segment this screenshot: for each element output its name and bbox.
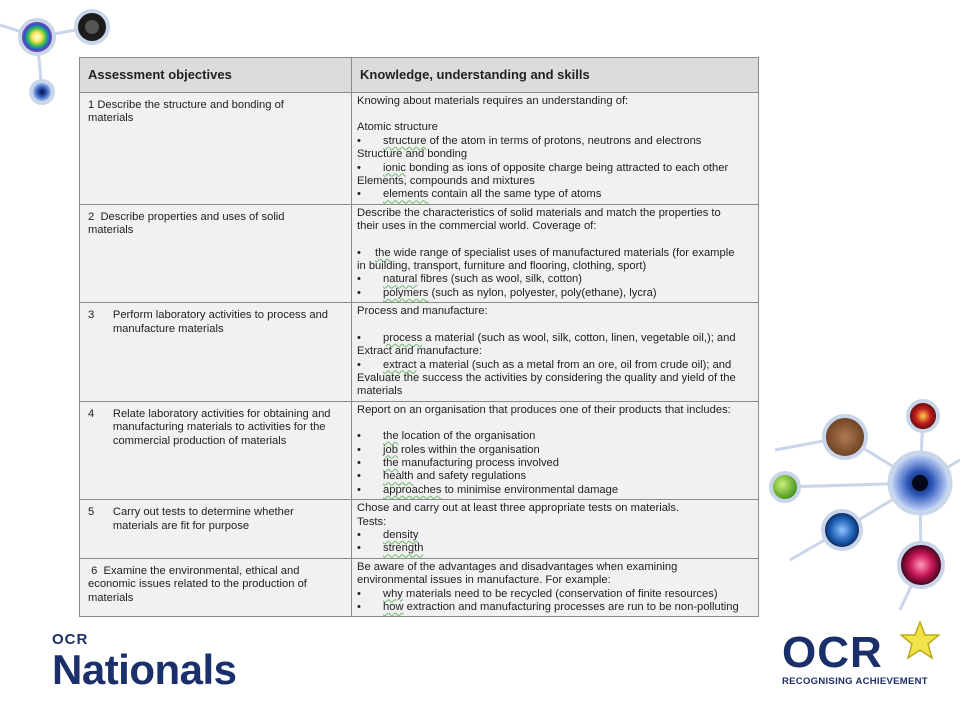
objective-cell [80, 93, 352, 205]
underlined-term: the [383, 456, 399, 469]
table-body [80, 93, 759, 617]
ocr-logo [782, 630, 928, 687]
table-row [80, 303, 759, 401]
bullet-text: manufacturing process involved [398, 456, 560, 469]
bullet-icon: • [357, 601, 361, 613]
bullet-icon: • [357, 470, 361, 483]
skills-text: materials [357, 385, 403, 398]
header-knowledge-skills: Knowledge, understanding and skills [352, 58, 759, 93]
objective-text: 3 Perform laboratory activities to process and [88, 309, 329, 322]
bullet-item [357, 444, 753, 457]
underlined-term: polymers [383, 286, 429, 299]
bullet-text: a material (such as a metal from an ore, oil from crude oil); and [416, 358, 732, 371]
underlined-term: elements [383, 188, 429, 201]
bullet-icon: • [357, 483, 361, 496]
skills-text: Evaluate the success the activities by considering the quality and yield of the [357, 371, 736, 384]
objective-text: 1 Describe the structure and bonding of [88, 99, 284, 111]
bullet-icon: • [357, 273, 361, 286]
skills-text: in building, transport, furniture and flooring, clothing, sport) [357, 260, 647, 273]
bullet-icon: • [357, 188, 361, 201]
header-assessment-objectives: Assessment objectives [80, 58, 352, 93]
bullet-item [357, 273, 753, 286]
bullet-icon: • [357, 430, 361, 443]
bullet-item [357, 529, 753, 542]
skills-cell [352, 401, 759, 499]
underlined-term: job [383, 443, 398, 456]
objective-cell [80, 558, 352, 617]
table-row [80, 558, 759, 617]
bullet-text: wide range of specialist uses of manufactured materials (for example [390, 246, 735, 259]
underlined-term: health [383, 470, 414, 483]
star-icon [900, 620, 940, 660]
objective-text: 4 Relate laboratory activities for obtaining and [88, 407, 331, 420]
table-row [80, 93, 759, 205]
assessment-table [79, 57, 759, 617]
skills-text: their uses in the commercial world. Coverage of: [357, 220, 597, 233]
nationals-logo-text: Nationals [52, 646, 237, 693]
spacer [357, 319, 753, 332]
bullet-item [357, 430, 753, 443]
bullet-icon: • [357, 161, 361, 174]
table-row [80, 500, 759, 559]
table-row [80, 204, 759, 302]
objective-text: 2 Describe properties and uses of solid [88, 210, 285, 223]
underlined-term: natural [383, 273, 418, 286]
underlined-term: how [383, 601, 404, 613]
skills-text: Describe the characteristics of solid materials and match the properties to [357, 206, 721, 219]
bullet-icon: • [357, 246, 361, 259]
objective-text: 5 Carry out tests to determine whether [88, 506, 294, 519]
skills-text: Atomic structure [357, 121, 438, 134]
underlined-term: process [383, 331, 423, 344]
skills-text: Structure and bonding [357, 148, 468, 161]
bullet-item [357, 188, 753, 201]
underlined-term: density [383, 528, 419, 541]
skills-text: Process and manufacture: [357, 305, 488, 318]
objective-text: 6 Examine the environmental, ethical and [88, 564, 300, 577]
bullet-item [357, 359, 753, 372]
bullet-item [357, 601, 753, 614]
objective-text: economic issues related to the production of [88, 578, 307, 591]
objective-text: commercial production of materials [88, 434, 287, 447]
ocr-nationals-logo [52, 632, 237, 692]
skills-text: Knowing about materials requires an understanding of: [357, 95, 629, 107]
objective-cell [80, 204, 352, 302]
skills-cell [352, 93, 759, 205]
objective-cell [80, 401, 352, 499]
bullet-text: location of the organisation [398, 430, 536, 443]
bullet-text: of the atom in terms of protons, neutrons and electrons [426, 134, 702, 147]
bullet-text: materials need to be recycled (conservation of finite resources) [402, 587, 718, 600]
bullet-icon: • [357, 286, 361, 299]
bullet-text: (such as nylon, polyester, poly(ethane), lycra) [428, 286, 657, 299]
skills-cell [352, 204, 759, 302]
bullet-icon: • [357, 587, 361, 600]
bullet-text: extraction and manufacturing processes are run to be non-polluting [403, 601, 739, 613]
nationals-logo-ocr-text: OCR [52, 631, 89, 648]
bullet-item [357, 542, 753, 555]
bullet-item [357, 470, 753, 483]
bullet-item [357, 135, 753, 148]
bullet-text: fibres (such as wool, silk, cotton) [417, 273, 582, 286]
bullet-text: roles within the organisation [397, 443, 540, 456]
skills-text: Chose and carry out at least three appropriate tests on materials. [357, 502, 680, 515]
objective-text: materials are fit for purpose [88, 519, 250, 532]
bullet-icon: • [357, 542, 361, 555]
skills-text: environmental issues in manufacture. For example: [357, 574, 611, 587]
bullet-item [357, 287, 753, 300]
skills-text: Elements, compounds and mixtures [357, 175, 535, 188]
ocr-logo-text: OCR [782, 628, 883, 677]
bullet-text: and safety regulations [413, 470, 527, 483]
spacer [357, 234, 753, 247]
spacer [357, 417, 753, 430]
objective-text: materials [88, 112, 134, 125]
underlined-term: strength [383, 542, 424, 555]
bullet-icon: • [357, 134, 361, 147]
bullet-item [357, 457, 753, 470]
objective-text: materials [88, 591, 134, 604]
skills-text: Extract and manufacture: [357, 345, 482, 358]
bullet-item [357, 332, 753, 345]
objective-text: manufacturing materials to activities for the [88, 421, 326, 434]
ocr-tagline: RECOGNISING ACHIEVEMENT [782, 676, 928, 687]
skills-cell [352, 303, 759, 401]
objective-text: materials [88, 224, 134, 237]
bullet-text: bonding as ions of opposite charge being attracted to each other [406, 161, 729, 174]
underlined-term: the [383, 430, 399, 443]
bullet-item [357, 484, 753, 497]
bullet-icon: • [357, 528, 361, 541]
bullet-text: contain all the same type of atoms [428, 188, 602, 201]
bullet-icon: • [357, 331, 361, 344]
table-row [80, 401, 759, 499]
skills-cell [352, 500, 759, 559]
objective-cell [80, 500, 352, 559]
objective-text: manufacture materials [88, 322, 224, 335]
bullet-icon: • [357, 456, 361, 469]
underlined-term: structure [383, 134, 427, 147]
table-header-row [80, 58, 759, 93]
bullet-icon: • [357, 443, 361, 456]
bullet-item [357, 247, 753, 260]
bullet-text: to minimise environmental damage [441, 483, 619, 496]
underlined-term: approaches [383, 483, 442, 496]
underlined-term: extract [383, 358, 417, 371]
bullet-item [357, 588, 753, 601]
bullet-icon: • [357, 358, 361, 371]
spacer [357, 108, 753, 121]
skills-cell [352, 558, 759, 617]
bullet-text: a material (such as wool, silk, cotton, linen, vegetable oil,); and [422, 331, 736, 344]
skills-text: Be aware of the advantages and disadvantages when examining [357, 560, 678, 573]
underlined-term: ionic [383, 161, 407, 174]
objective-cell [80, 303, 352, 401]
underlined-term: the [375, 246, 391, 259]
underlined-term: why [383, 587, 403, 600]
skills-text: Tests: [357, 515, 387, 528]
skills-text: Report on an organisation that produces one of their products that includes: [357, 403, 731, 416]
bullet-item [357, 162, 753, 175]
